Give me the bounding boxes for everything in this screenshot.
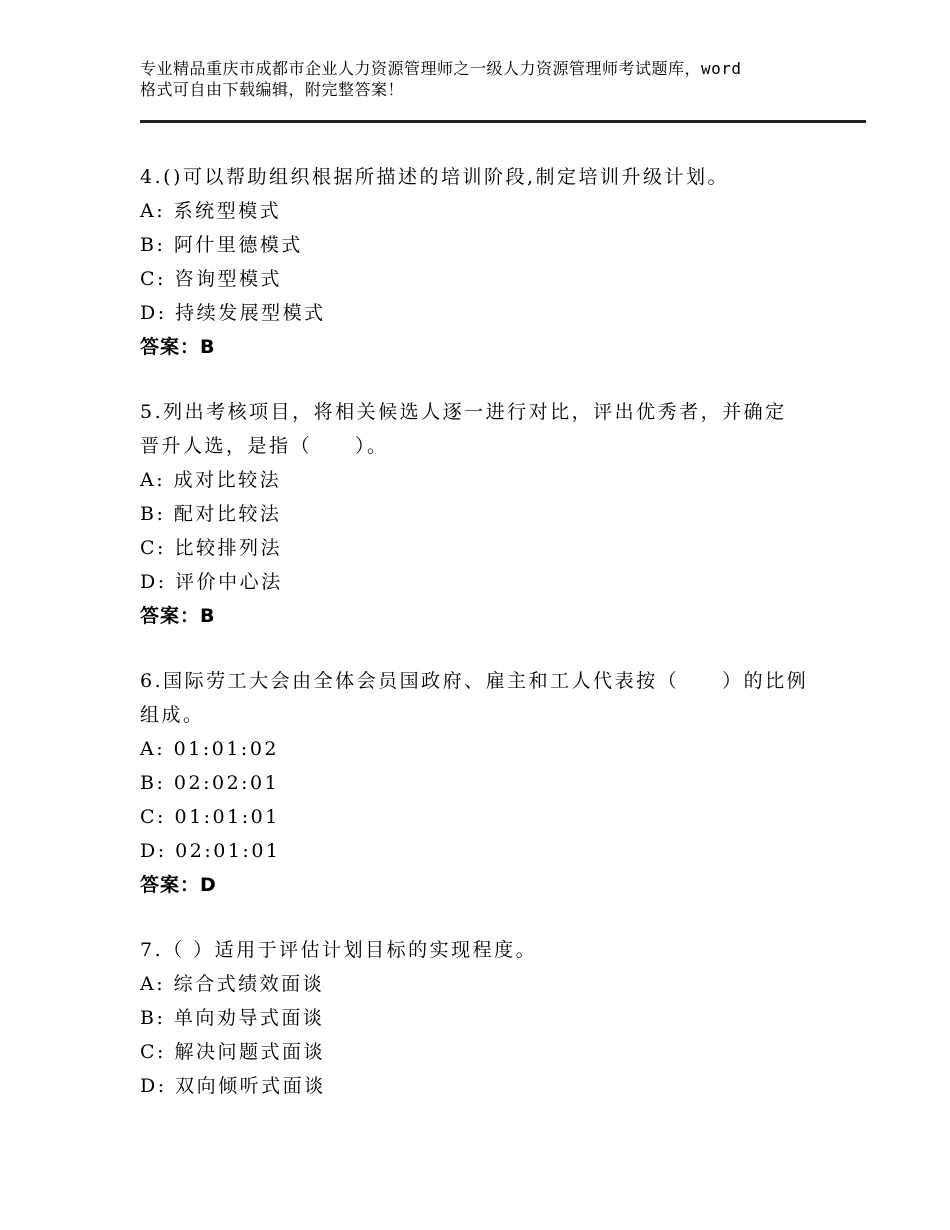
question-5 xyxy=(140,395,830,633)
document-header xyxy=(140,58,840,100)
option-d: D: 双向倾听式面谈 xyxy=(140,1075,326,1097)
option-a: A: 综合式绩效面谈 xyxy=(140,973,325,995)
option-d: D: 持续发展型模式 xyxy=(140,302,326,324)
answer-label: 答案：B xyxy=(140,605,216,627)
option-b: B: 单向劝导式面谈 xyxy=(140,1007,325,1029)
option-a: A: 01:01:02 xyxy=(140,738,279,760)
question-stem-continued: 组成。 xyxy=(140,704,205,726)
option-b: B: 配对比较法 xyxy=(140,503,282,525)
question-7 xyxy=(140,933,830,1103)
option-b: B: 阿什里德模式 xyxy=(140,234,303,256)
question-4 xyxy=(140,160,830,364)
option-a: A: 系统型模式 xyxy=(140,200,282,222)
header-divider xyxy=(140,120,866,123)
option-c: C: 解决问题式面谈 xyxy=(140,1041,325,1063)
question-stem: 7.（ ）适用于评估计划目标的实现程度。 xyxy=(140,939,538,961)
option-a: A: 成对比较法 xyxy=(140,469,282,491)
question-stem-continued: 晋升人选，是指（ ）。 xyxy=(140,435,389,457)
option-c: C: 01:01:01 xyxy=(140,806,280,828)
option-c: C: 咨询型模式 xyxy=(140,268,282,290)
question-list xyxy=(140,160,830,1134)
header-line-1: 专业精品重庆市成都市企业人力资源管理师之一级人力资源管理师考试题库，word xyxy=(140,59,742,78)
question-stem: 5.列出考核项目，将相关候选人逐一进行对比，评出优秀者，并确定 xyxy=(140,401,787,423)
option-d: D: 02:01:01 xyxy=(140,840,281,862)
header-line-2: 格式可自由下载编辑，附完整答案！ xyxy=(140,80,405,99)
question-6 xyxy=(140,664,830,902)
question-stem: 6.国际劳工大会由全体会员国政府、雇主和工人代表按（ ）的比例 xyxy=(140,670,809,692)
question-stem: 4.()可以帮助组织根据所描述的培训阶段,制定培训升级计划。 xyxy=(140,166,729,188)
answer-label: 答案：D xyxy=(140,874,217,896)
answer-label: 答案：B xyxy=(140,336,216,358)
option-c: C: 比较排列法 xyxy=(140,537,282,559)
option-b: B: 02:02:01 xyxy=(140,772,280,794)
option-d: D: 评价中心法 xyxy=(140,571,283,593)
